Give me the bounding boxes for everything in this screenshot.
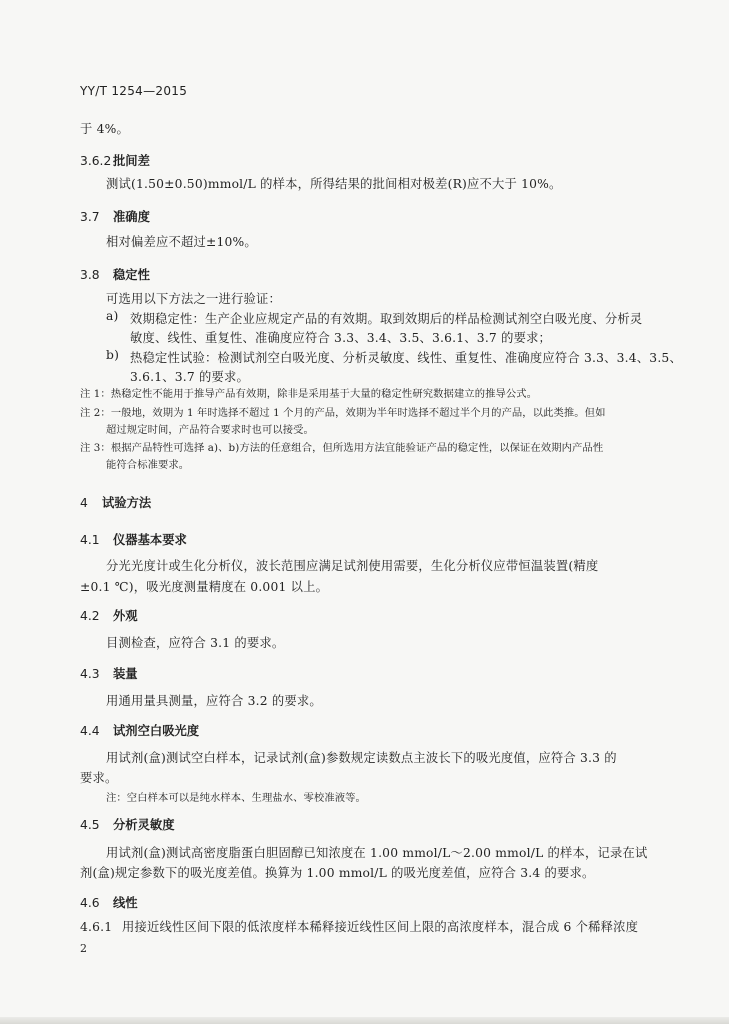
list-item-text: 3.6.1、3.7 的要求。 [130, 370, 250, 384]
heading-number: 4 [80, 496, 88, 510]
paragraph-line: 用通用量具测量，应符合 3.2 的要求。 [106, 694, 322, 708]
page-number: 2 [80, 942, 87, 955]
paragraph-line: 测试(1.50±0.50)mmol/L 的样本，所得结果的批间相对极差(R)应不大于 10%。 [106, 177, 562, 191]
heading-title: 试验方法 [102, 496, 152, 510]
list-item-text: 效期稳定性：生产企业应规定产品的有效期。取到效期后的样品检测试剂空白吸光度、分析灵 [130, 312, 643, 326]
heading-number: 4.6 [80, 896, 100, 910]
clause-number: 4.6.1 [80, 920, 113, 934]
heading-4-5 [80, 815, 175, 833]
note: 注 3：根据产品特性可选择 a)、b)方法的任意组合，但所选用方法宜能验证产品的稳定性，以保证在效期内产品性 [80, 442, 604, 454]
heading-title: 准确度 [113, 210, 150, 224]
heading-3-7 [80, 207, 150, 225]
note: 注 1：热稳定性不能用于推导产品有效期，除非是采用基于大量的稳定性研究数据建立的推导公式。 [80, 388, 538, 400]
heading-title: 试剂空白吸光度 [113, 724, 200, 738]
heading-title: 分析灵敏度 [113, 818, 175, 832]
heading-4-1 [80, 530, 187, 548]
paragraph-line [80, 917, 638, 935]
paragraph-line: 目测检查，应符合 3.1 的要求。 [106, 636, 285, 650]
heading-3-6-2 [80, 151, 150, 169]
heading-title: 装量 [113, 667, 138, 681]
heading-4-6 [80, 893, 138, 911]
note: 注：空白样本可以是纯水样本、生理盐水、零校准液等。 [106, 792, 366, 804]
heading-number: 4.4 [80, 724, 100, 738]
paragraph-line: ±0.1 ℃)，吸光度测量精度在 0.001 以上。 [80, 580, 329, 594]
note: 超过规定时间，产品符合要求时也可以接受。 [106, 424, 314, 436]
paragraph-line: 于 4%。 [80, 122, 130, 136]
scan-edge [0, 1017, 729, 1024]
standard-code: YY/T 1254—2015 [80, 84, 188, 98]
heading-title: 外观 [113, 609, 138, 623]
heading-title: 批间差 [113, 154, 150, 168]
heading-number: 4.2 [80, 609, 100, 623]
heading-title: 稳定性 [113, 268, 150, 282]
heading-4 [80, 493, 151, 511]
paragraph-line: 剂(盒)规定参数下的吸光度差值。换算为 1.00 mmol/L 的吸光度差值，应符合 3.4 的要求。 [80, 866, 595, 880]
heading-number: 4.1 [80, 533, 100, 547]
paragraph-line: 用试剂(盒)测试高密度脂蛋白胆固醇已知浓度在 1.00 mmol/L～2.00 mmol/L 的样本，记录在试 [106, 846, 648, 860]
heading-number: 3.6.2 [80, 154, 112, 168]
list-marker: a) [106, 309, 119, 323]
heading-4-3 [80, 664, 138, 682]
heading-number: 3.8 [80, 268, 100, 282]
list-item-text: 热稳定性试验：检测试剂空白吸光度、分析灵敏度、线性、重复性、准确度应符合 3.3、3.4、3.5、 [130, 351, 682, 365]
note: 能符合标准要求。 [106, 459, 190, 471]
paragraph-line: 要求。 [80, 771, 118, 785]
paragraph-line: 分光光度计或生化分析仪，波长范围应满足试剂使用需要，生化分析仪应带恒温装置(精度 [106, 559, 599, 573]
heading-title: 仪器基本要求 [113, 533, 187, 547]
heading-4-4 [80, 721, 199, 739]
heading-title: 线性 [113, 896, 138, 910]
list-item-text: 敏度、线性、重复性、准确度应符合 3.3、3.4、3.5、3.6.1、3.7 的要求； [130, 331, 552, 345]
paragraph-line: 相对偏差应不超过±10%。 [106, 235, 257, 249]
list-marker: b) [106, 348, 120, 362]
clause-text: 用接近线性区间下限的低浓度样本稀释接近线性区间上限的高浓度样本，混合成 6 个稀释浓度 [122, 920, 639, 934]
note: 注 2：一般地，效期为 1 年时选择不超过 1 个月的产品，效期为半年时选择不超过半个月的产品，以此类推。但如 [80, 407, 606, 419]
heading-number: 4.5 [80, 818, 100, 832]
heading-number: 4.3 [80, 667, 100, 681]
paragraph-line: 可选用以下方法之一进行验证： [106, 292, 281, 306]
paragraph-line: 用试剂(盒)测试空白样本，记录试剂(盒)参数规定读数点主波长下的吸光度值，应符合 3.3 的 [106, 751, 617, 765]
heading-3-8 [80, 265, 150, 283]
heading-4-2 [80, 606, 138, 624]
heading-number: 3.7 [80, 210, 100, 224]
